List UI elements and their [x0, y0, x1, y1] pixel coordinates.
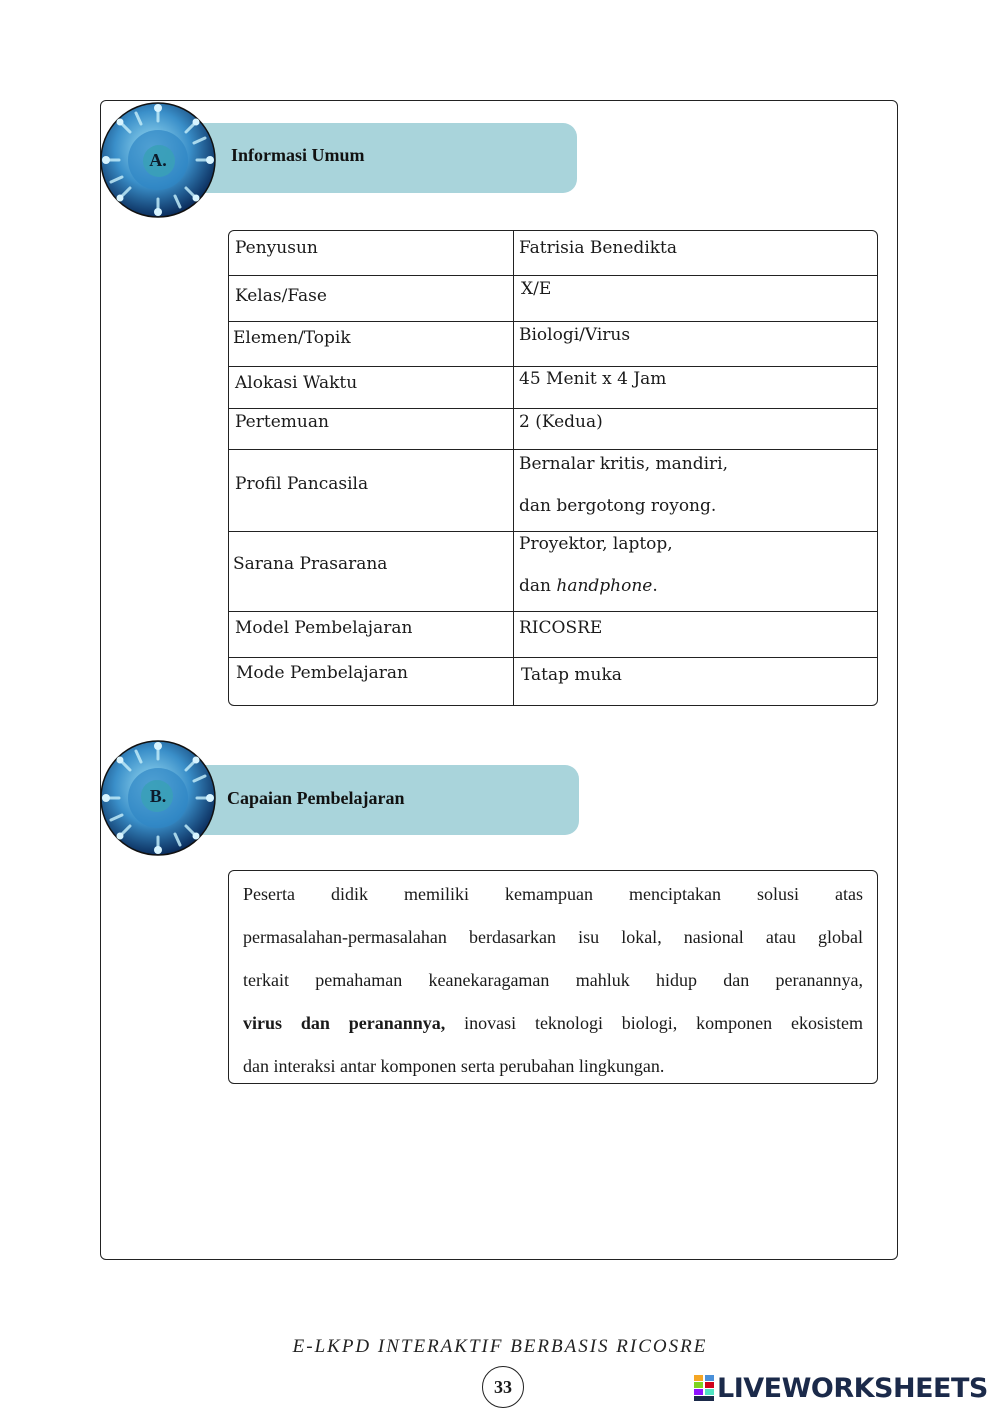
footer-title: E-LKPD INTERAKTIF BERBASIS RICOSRE: [292, 1336, 708, 1357]
section-a-title: Informasi Umum: [231, 145, 365, 165]
row-value-penyusun: Fatrisia Benedikta: [519, 238, 678, 258]
row-value-pertemuan: 2 (Kedua): [519, 412, 603, 432]
handphone-italic: handphone: [556, 576, 653, 596]
capaian-line: permasalahan-permasalahan berdasarkan isu lokal, nasional atau global: [243, 927, 863, 947]
table-row: [229, 532, 877, 612]
virus-badge-a: [99, 101, 217, 219]
table-row: [229, 450, 877, 532]
row-value-mode: Tatap muka: [521, 665, 622, 685]
row-label-sarana: Sarana Prasarana: [233, 554, 388, 574]
row-label-penyusun: Penyusun: [235, 238, 318, 258]
row-label-profil: Profil Pancasila: [235, 474, 369, 494]
row-label-model: Model Pembelajaran: [235, 618, 413, 638]
liveworksheets-text: LIVEWORKSHEETS: [717, 1372, 988, 1404]
section-a-letter: A.: [149, 149, 167, 170]
row-value-model: RICOSRE: [519, 618, 603, 638]
section-b-letter: B.: [149, 785, 167, 806]
capaian-line: terkait pemahaman keanekaragaman mahluk hidup dan peranannya,: [243, 970, 863, 990]
row-label-pertemuan: Pertemuan: [235, 412, 329, 432]
capaian-bold-phrase: virus dan peranannya,: [243, 1013, 446, 1033]
row-label-alokasi: Alokasi Waktu: [235, 373, 358, 393]
row-value-alokasi: 45 Menit x 4 Jam: [519, 369, 667, 389]
table-row: [229, 612, 877, 658]
row-label-elemen: Elemen/Topik: [233, 328, 351, 348]
table-row: [229, 276, 877, 322]
capaian-box: [228, 870, 878, 1084]
row-value-profil-line2: dan bergotong royong.: [519, 496, 717, 516]
row-value-sarana-line1: Proyektor, laptop,: [519, 534, 673, 554]
row-value-profil-line1: Bernalar kritis, mandiri,: [519, 454, 729, 474]
table-row: [229, 367, 877, 409]
page-number: 33: [482, 1366, 524, 1408]
capaian-line: Peserta didik memiliki kemampuan menciptakan solusi atas: [243, 884, 863, 904]
table-row: [229, 322, 877, 367]
table-row: [229, 658, 877, 705]
row-label-kelas: Kelas/Fase: [235, 286, 327, 306]
info-table: [228, 230, 878, 706]
capaian-line: virus dan peranannya, inovasi teknologi biologi, komponen ekosistem: [243, 1013, 863, 1033]
liveworksheets-brand[interactable]: [693, 1370, 988, 1406]
row-value-sarana-line2: dan handphone.: [519, 576, 658, 596]
row-label-mode: Mode Pembelajaran: [236, 663, 408, 683]
liveworksheets-logo-icon: [693, 1374, 715, 1402]
capaian-line: dan interaksi antar komponen serta perubahan lingkungan.: [243, 1056, 665, 1076]
virus-badge-b: [99, 739, 217, 857]
table-row: [229, 231, 877, 276]
row-value-kelas: X/E: [521, 279, 552, 299]
section-b-title: Capaian Pembelajaran: [227, 788, 405, 808]
table-row: [229, 409, 877, 450]
row-value-elemen: Biologi/Virus: [519, 325, 631, 345]
